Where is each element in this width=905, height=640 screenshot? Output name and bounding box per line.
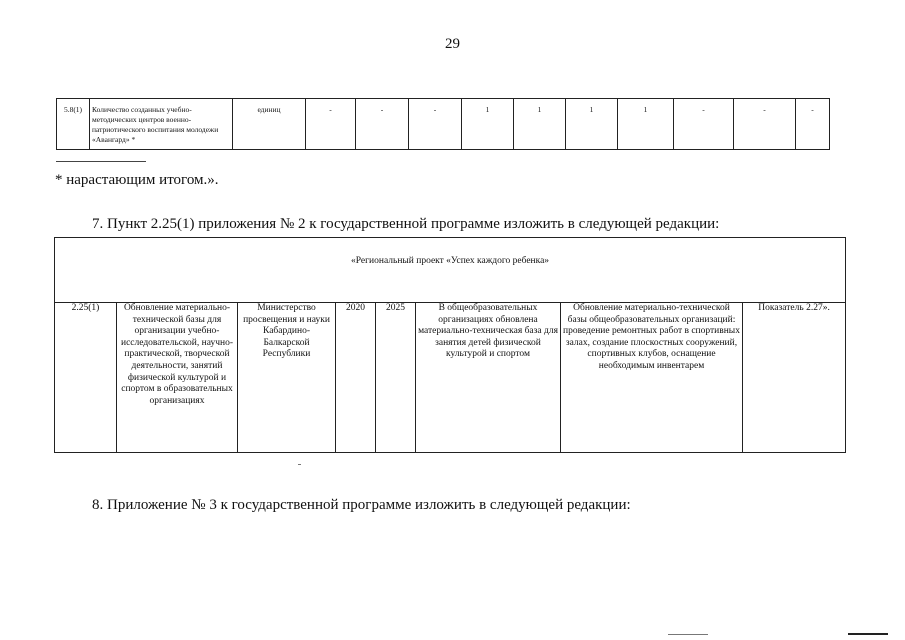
value-cell: 1: [618, 99, 674, 150]
main-activities: Обновление материально-технической базы общеобразовательных организаций: проведение ремонтных работ в спортивных залах, создание плоскостных сооружений, спортивных клубов, оснащение необходимым инвентарем: [561, 303, 743, 453]
indicator-name: Количество созданных учебно-методических центров военно-патриотического воспитания молодежи «Авангард» *: [90, 99, 233, 150]
value-cell: 1: [566, 99, 618, 150]
page-number: 29: [445, 36, 460, 52]
regional-project-table: [54, 237, 846, 453]
table-row: [57, 99, 830, 150]
indicator-table: [56, 98, 830, 150]
unit-cell: единиц: [233, 99, 306, 150]
value-cell: -: [306, 99, 356, 150]
start-year: 2020: [336, 303, 376, 453]
scan-mark: [298, 464, 301, 465]
section-header: «Региональный проект «Успех каждого ребенка»: [55, 238, 846, 303]
value-cell: -: [734, 99, 796, 150]
table-row: [55, 303, 846, 453]
footnote-separator: [56, 161, 146, 162]
scan-mark: [848, 633, 888, 635]
value-cell: 1: [462, 99, 514, 150]
value-cell: -: [409, 99, 462, 150]
paragraph-7: 7. Пункт 2.25(1) приложения № 2 к государственной программе изложить в следующей редакции:: [92, 216, 720, 232]
footnote: * нарастающим итогом.».: [55, 172, 219, 188]
row-number: 5.8(1): [57, 99, 90, 150]
executor-cell: Министерство просвещения и науки Кабардино-Балкарской Республики: [238, 303, 336, 453]
scan-mark: [668, 634, 708, 635]
row-number: 2.25(1): [55, 303, 117, 453]
table-header-row: [55, 238, 846, 303]
value-cell: 1: [514, 99, 566, 150]
paragraph-8: 8. Приложение № 3 к государственной программе изложить в следующей редакции:: [92, 497, 631, 513]
value-cell: -: [674, 99, 734, 150]
value-cell: -: [796, 99, 830, 150]
value-cell: -: [356, 99, 409, 150]
end-year: 2025: [376, 303, 416, 453]
event-name: Обновление материально-технической базы для организации учебно-исследовательской, научно-практической, творческой деятельности, занятий физической культурой и спортом в образовательных организациях: [117, 303, 238, 453]
expected-result: В общеобразовательных организациях обновлена материально-техническая база для занятия детей физической культурой и спортом: [416, 303, 561, 453]
indicator-link: Показатель 2.27».: [743, 303, 846, 453]
